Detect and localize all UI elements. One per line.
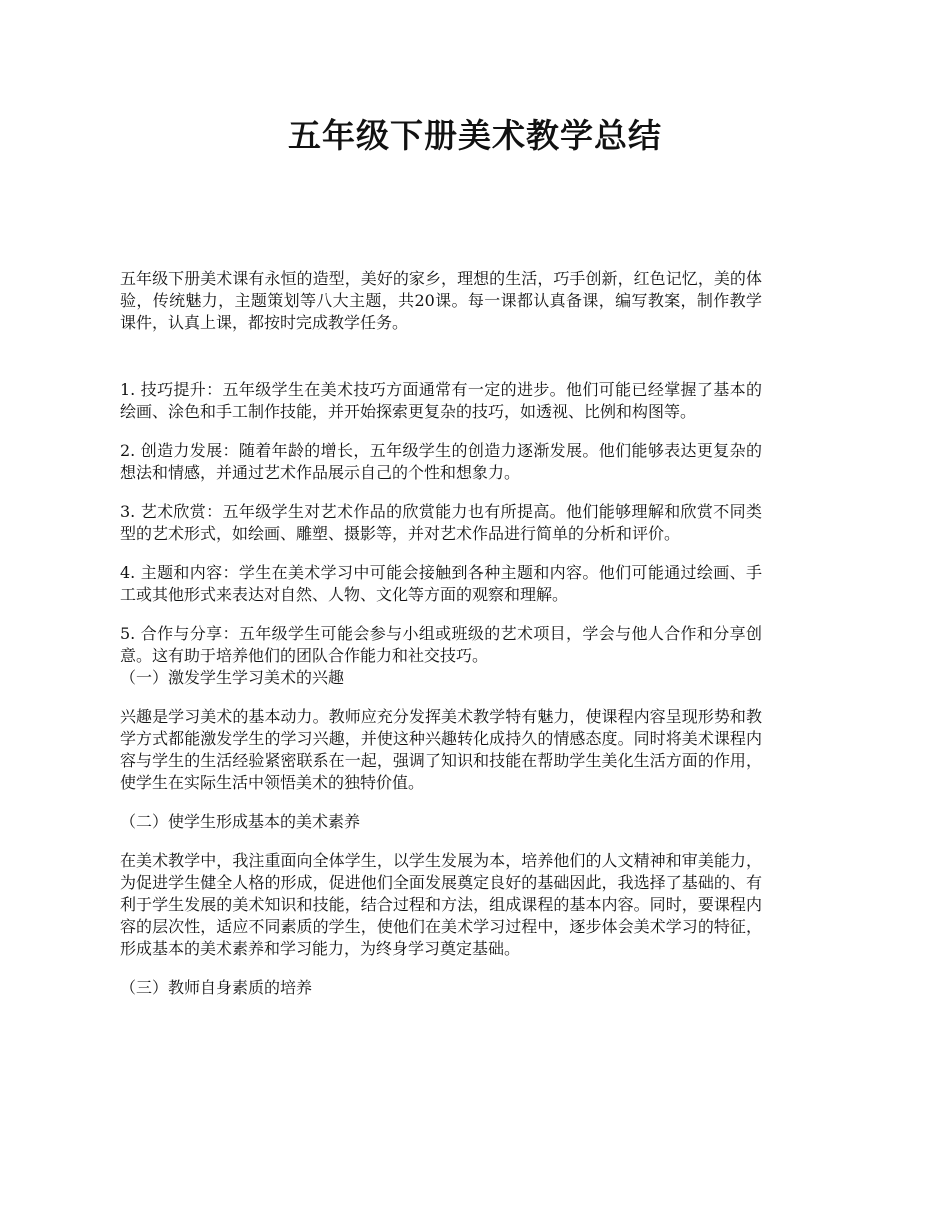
point-paragraph-5: 5. 合作与分享：五年级学生可能会参与小组或班级的艺术项目，学会与他人合作和分享创意。这有助于培养他们的团队合作能力和社交技巧。 [120, 624, 762, 665]
section-paragraph-2: 在美术教学中，我注重面向全体学生，以学生发展为本，培养他们的人文精神和审美能力，为促进学生健全人格的形成，促进他们全面发展奠定良好的基础因此，我选择了基础的、有利于学生发展的美术知识和技能，结合过程和方法，组成课程的基本内容。同时，要课程内容的层次性，适应不同素质的学生，使他们在美术学习过程中，逐步体会美术学习的特征，形成基本的美术素养和学习能力，为终身学习奠定基础。 [120, 851, 762, 958]
intro-paragraph: 五年级下册美术课有永恒的造型，美好的家乡，理想的生活，巧手创新，红色记忆，美的体验，传统魅力，主题策划等八大主题，共20课。每一课都认真备课，编写教案，制作教学课件，认真上课，都按时完成教学任务。 [120, 269, 762, 332]
point-paragraph-3: 3. 艺术欣赏：五年级学生对艺术作品的欣赏能力也有所提高。他们能够理解和欣赏不同类型的艺术形式，如绘画、雕塑、摄影等，并对艺术作品进行简单的分析和评价。 [120, 502, 762, 543]
section-heading-2: （二）使学生形成基本的美术素养 [120, 812, 361, 831]
section-heading-3: （三）教师自身素质的培养 [120, 978, 313, 997]
point-paragraph-4: 4. 主题和内容：学生在美术学习中可能会接触到各种主题和内容。他们可能通过绘画、手工或其他形式来表达对自然、人物、文化等方面的观察和理解。 [120, 563, 762, 604]
section-paragraph-1: 兴趣是学习美术的基本动力。教师应充分发挥美术教学特有魅力，使课程内容呈现形势和教学方式都能激发学生的学习兴趣，并使这种兴趣转化成持久的情感态度。同时将美术课程内容与学生的生活经验紧密联系在一起，强调了知识和技能在帮助学生美化生活方面的作用，使学生在实际生活中领悟美术的独特价值。 [120, 707, 762, 792]
point-paragraph-1: 1. 技巧提升：五年级学生在美术技巧方面通常有一定的进步。他们可能已经掌握了基本的绘画、涂色和手工制作技能，并开始探索更复杂的技巧，如透视、比例和构图等。 [120, 380, 762, 421]
section-heading-1: （一）激发学生学习美术的兴趣 [120, 668, 345, 687]
intro-block [120, 268, 762, 334]
document-title: 五年级下册美术教学总结 [288, 116, 662, 155]
point-paragraph-2: 2. 创造力发展：随着年龄的增长，五年级学生的创造力逐渐发展。他们能够表达更复杂的想法和情感，并通过艺术作品展示自己的个性和想象力。 [120, 441, 762, 482]
main-content [120, 379, 762, 999]
